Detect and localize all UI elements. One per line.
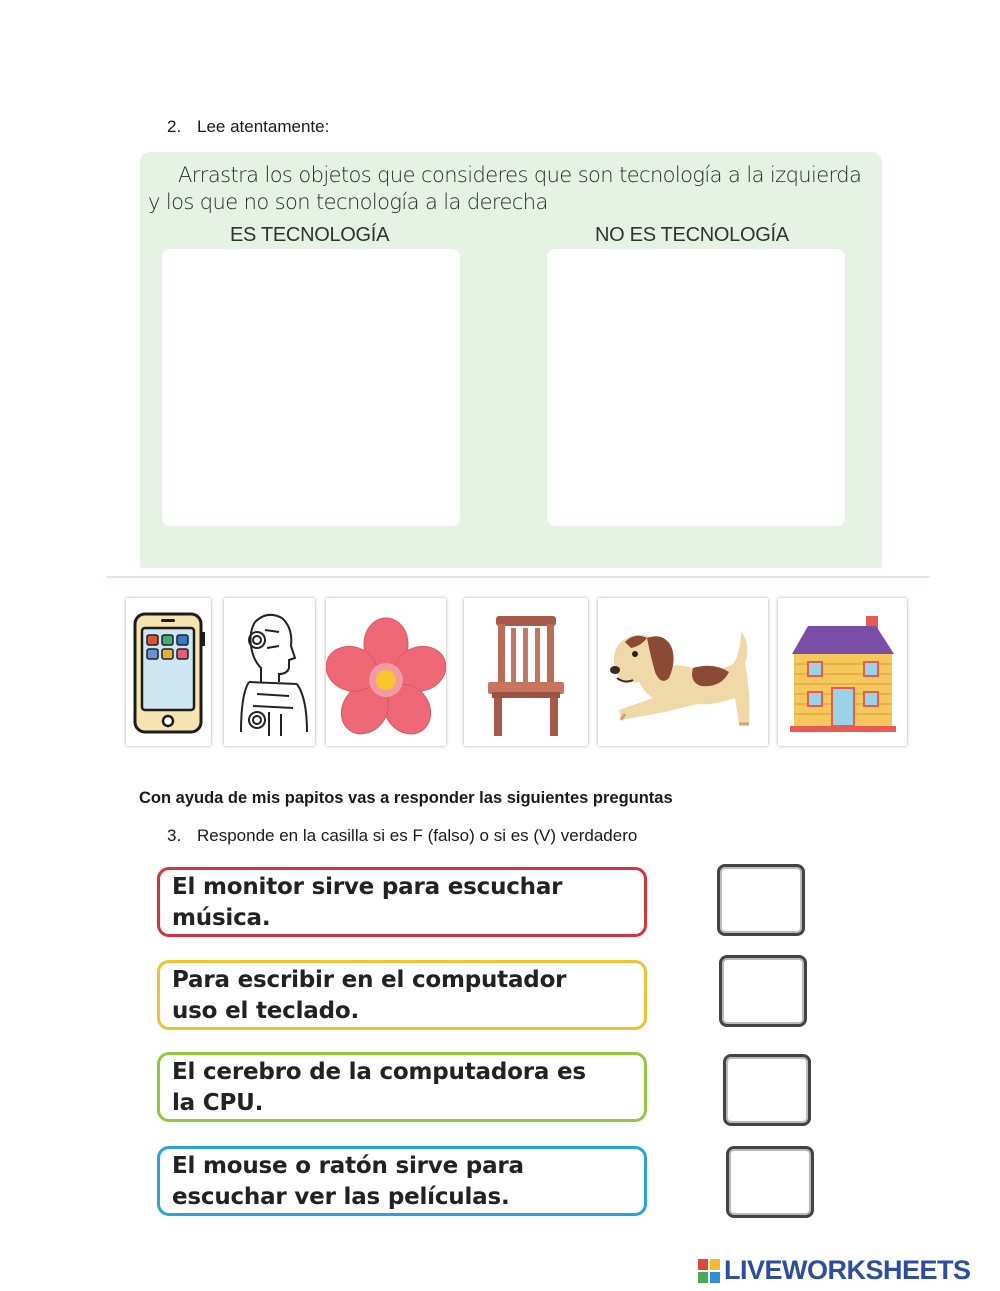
liveworksheets-logo-icon xyxy=(698,1259,720,1283)
answer-box-2[interactable] xyxy=(719,955,807,1027)
question-3-heading xyxy=(167,826,637,846)
technology-drop-zone[interactable] xyxy=(162,249,460,526)
helper-subtitle: Con ayuda de mis papitos vas a responder las siguientes preguntas xyxy=(139,789,673,807)
statement-1-line-2: música. xyxy=(172,905,271,931)
not-technology-drop-zone[interactable] xyxy=(547,249,845,526)
question-2-heading xyxy=(167,117,329,137)
panel-divider xyxy=(106,576,930,578)
flower-icon xyxy=(326,602,446,742)
draggable-card-house[interactable] xyxy=(778,598,907,746)
question-text: Responde en la casilla si es F (falso) o si es (V) verdadero xyxy=(197,826,638,845)
draggable-card-flower[interactable] xyxy=(326,598,446,746)
statement-3-line-1: El cerebro de la computadora es xyxy=(172,1059,586,1085)
statement-2 xyxy=(157,960,647,1030)
question-number: 3. xyxy=(167,826,182,845)
statement-4-line-1: El mouse o ratón sirve para xyxy=(172,1153,524,1179)
dog-icon xyxy=(601,602,766,742)
statement-2-line-2: uso el teclado. xyxy=(172,998,359,1024)
smartphone-icon xyxy=(129,602,209,742)
statement-1 xyxy=(157,867,647,937)
sorting-panel xyxy=(140,152,882,568)
statement-4 xyxy=(157,1146,647,1216)
house-icon xyxy=(780,602,905,742)
chair-icon xyxy=(466,602,586,742)
draggable-card-robot[interactable] xyxy=(224,598,315,746)
statement-1-line-1: El monitor sirve para escuchar xyxy=(172,874,563,900)
statement-3-line-2: la CPU. xyxy=(172,1090,264,1116)
robot-icon xyxy=(227,602,313,742)
answer-box-4[interactable] xyxy=(726,1146,814,1218)
drag-instruction: Arrastra los objetos que consideres que son tecnología a la izquierda y los que no son tecnología a la derecha xyxy=(148,163,862,214)
draggable-card-chair[interactable] xyxy=(464,598,588,746)
answer-box-1[interactable] xyxy=(717,864,805,936)
draggable-card-smartphone[interactable] xyxy=(126,598,211,746)
answer-box-3[interactable] xyxy=(723,1054,811,1126)
brand-name: LIVEWORKSHEETS xyxy=(724,1255,971,1285)
question-number: 2. xyxy=(167,117,182,136)
statement-3 xyxy=(157,1052,647,1122)
question-text: Lee atentamente: xyxy=(197,117,330,136)
statement-2-line-1: Para escribir en el computador xyxy=(172,967,567,993)
liveworksheets-brand xyxy=(698,1255,971,1286)
technology-column-title: ES TECNOLOGÍA xyxy=(230,224,390,246)
draggable-card-dog[interactable] xyxy=(598,598,768,746)
statement-4-line-2: escuchar ver las películas. xyxy=(172,1184,510,1210)
not-technology-column-title: NO ES TECNOLOGÍA xyxy=(595,224,789,246)
